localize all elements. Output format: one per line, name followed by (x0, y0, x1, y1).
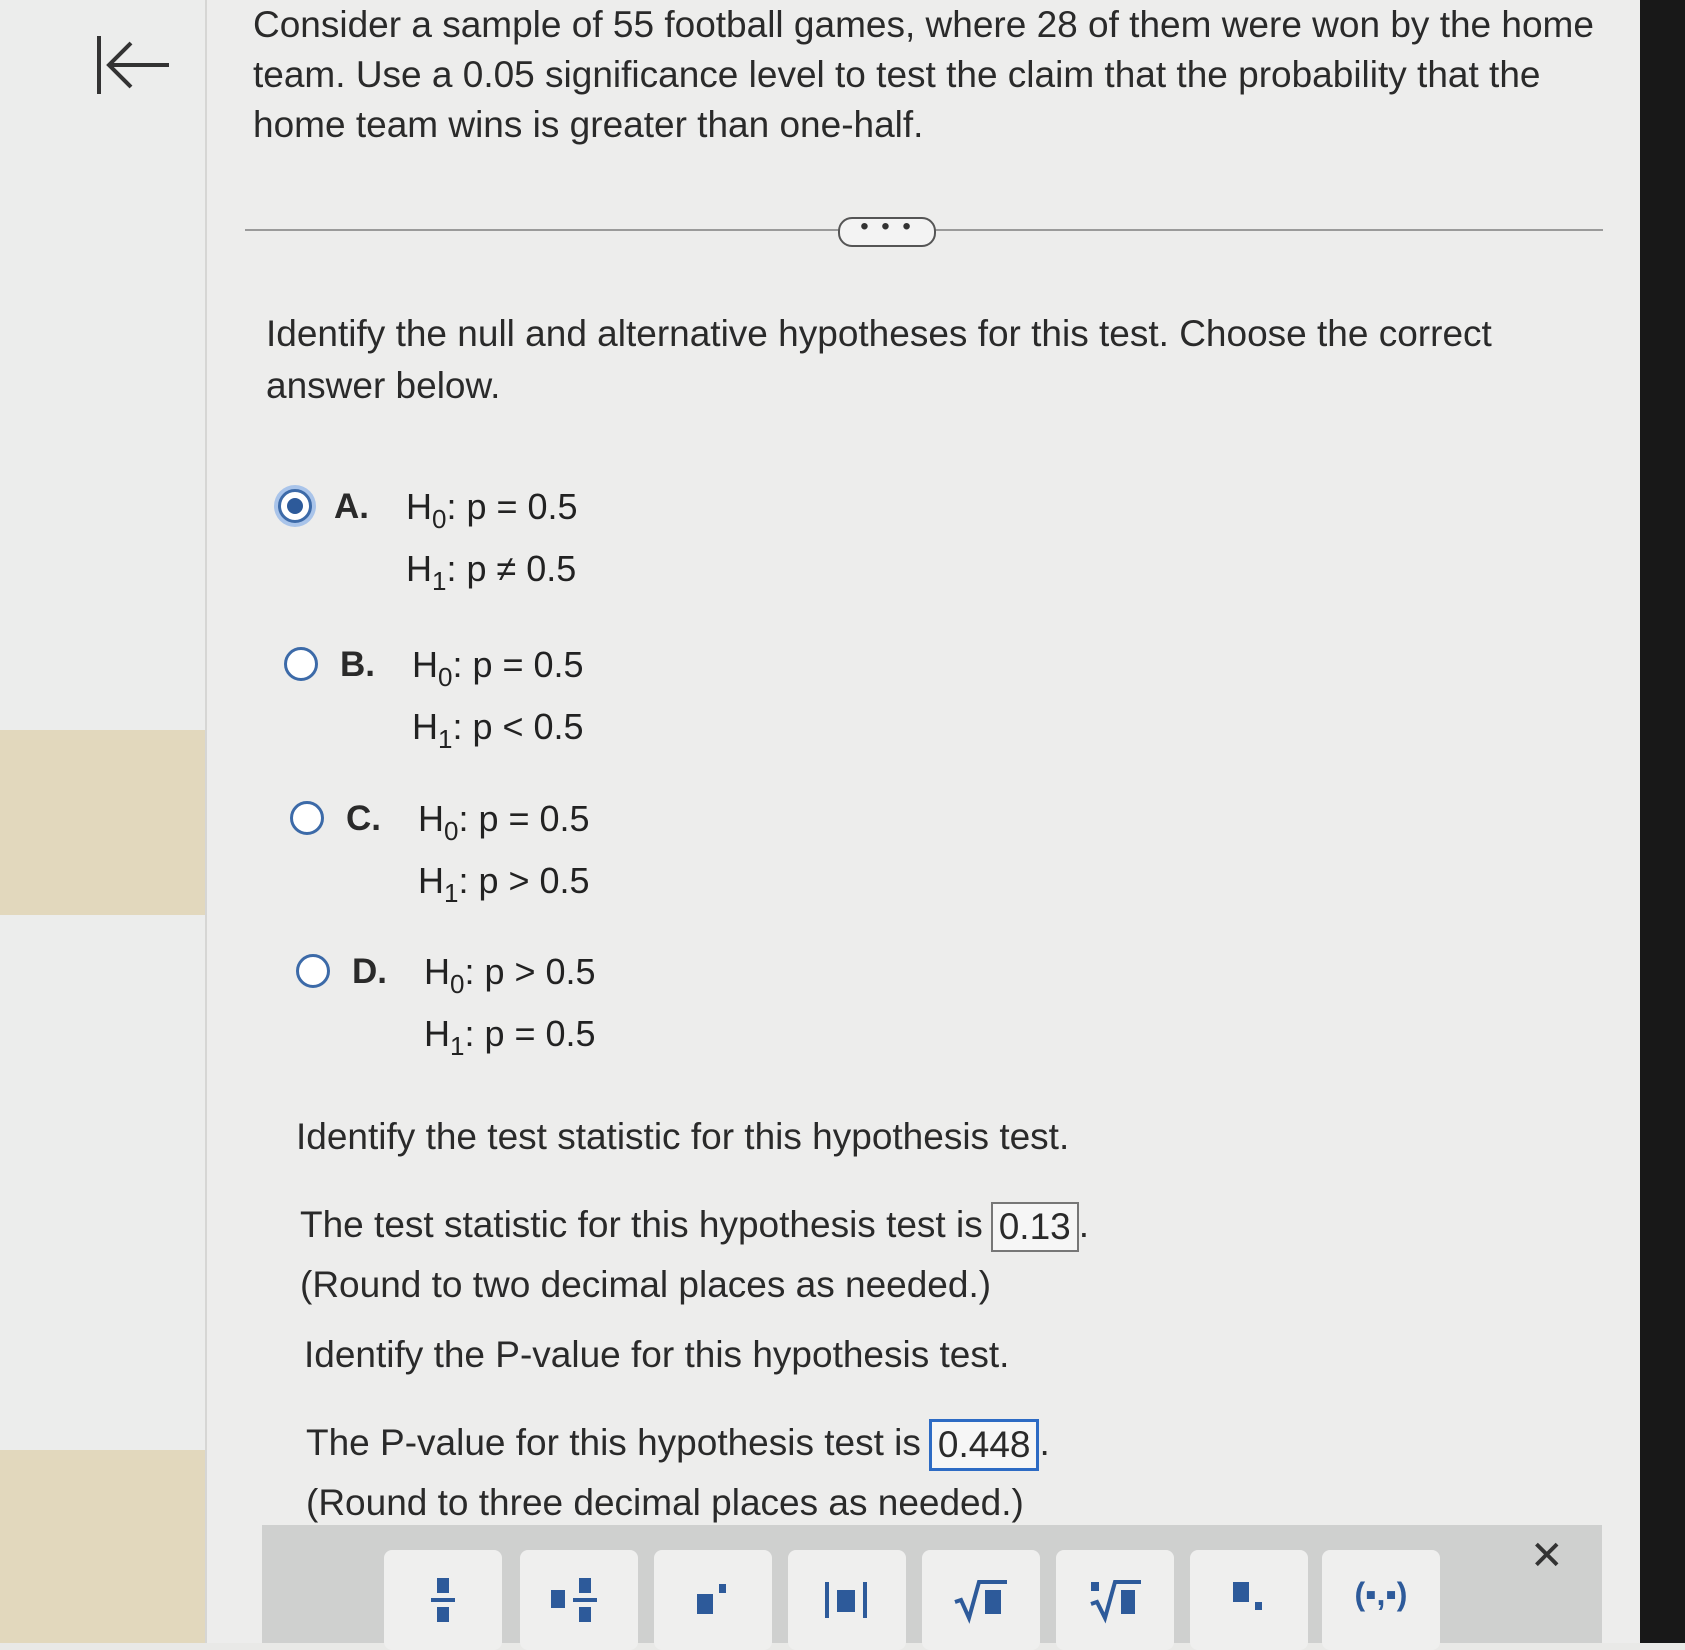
square-root-icon (951, 1576, 1011, 1626)
fraction-icon (413, 1576, 473, 1626)
close-toolbar-button[interactable]: ✕ (1530, 1534, 1564, 1578)
option-a-letter: A. (334, 487, 369, 526)
fraction-tool[interactable] (384, 1550, 502, 1650)
square-root-tool[interactable] (922, 1550, 1040, 1650)
mixed-number-icon (549, 1576, 609, 1626)
p-value-suffix: . (1039, 1422, 1050, 1463)
absolute-value-tool[interactable] (788, 1550, 906, 1650)
problem-statement: Consider a sample of 55 football games, where 28 of them were won by the home team. Use a 0.05 significance level to test the claim that the probability that the home team wins is greater than one-half. (253, 4, 1594, 145)
absolute-value-icon (817, 1576, 877, 1626)
show-more-button[interactable]: • • • (838, 217, 936, 247)
test-statistic-suffix: . (1078, 1204, 1090, 1245)
option-c-radio[interactable] (290, 801, 324, 835)
test-statistic-sentence (300, 1200, 1089, 1252)
hypothesis-question-line1: Identify the null and alternative hypotheses for this test. Choose the correct (266, 313, 1492, 354)
option-a-alt-hypothesis: $H_1$: p ≠ 0.5 (406, 548, 577, 596)
math-toolbar (262, 1525, 1602, 1643)
p-value-question: Identify the P-value for this hypothesis test. (304, 1334, 1010, 1375)
option-a-radio[interactable] (278, 489, 312, 523)
exponent-icon (683, 1576, 743, 1626)
hypothesis-question-line2: answer below. (266, 365, 501, 406)
p-value-sentence (306, 1418, 1050, 1471)
option-d-letter: D. (352, 952, 387, 991)
option-d-alt-hypothesis: $H_1$: p = 0.5 (424, 1013, 596, 1061)
ordered-pair-tool[interactable] (1322, 1550, 1440, 1650)
screen-edge (1640, 0, 1685, 1643)
test-statistic-input[interactable]: 0.13 (991, 1202, 1079, 1252)
option-d-null-hypothesis: $H_0$: p > 0.5 (424, 951, 596, 999)
rail-highlight (0, 730, 240, 915)
test-statistic-hint: (Round to two decimal places as needed.) (300, 1264, 992, 1305)
mixed-number-tool[interactable] (520, 1550, 638, 1650)
arrow-left-to-bar-icon (95, 30, 175, 100)
option-b-null-hypothesis: $H_0$: p = 0.5 (412, 644, 584, 692)
option-d-radio[interactable] (296, 954, 330, 988)
ordered-pair-icon: (▪,▪) (1354, 1576, 1408, 1612)
exponent-tool[interactable] (654, 1550, 772, 1650)
p-value-input[interactable]: 0.448 (929, 1419, 1040, 1471)
option-b[interactable] (284, 643, 704, 773)
option-c[interactable] (290, 797, 710, 927)
collapse-back-button[interactable] (95, 30, 175, 100)
subscript-icon (1219, 1576, 1279, 1626)
nth-root-icon (1085, 1576, 1145, 1626)
option-a[interactable] (278, 485, 698, 615)
test-statistic-prefix: The test statistic for this hypothesis test is (300, 1204, 983, 1245)
test-statistic-question: Identify the test statistic for this hypothesis test. (296, 1116, 1070, 1157)
p-value-prefix: The P-value for this hypothesis test is (306, 1422, 921, 1463)
subscript-tool[interactable] (1190, 1550, 1308, 1650)
option-d[interactable] (296, 950, 716, 1080)
option-b-alt-hypothesis: $H_1$: p < 0.5 (412, 706, 584, 754)
option-c-alt-hypothesis: $H_1$: p > 0.5 (418, 860, 590, 908)
nth-root-tool[interactable] (1056, 1550, 1174, 1650)
option-b-radio[interactable] (284, 647, 318, 681)
rail-highlight (0, 1450, 240, 1643)
option-a-null-hypothesis: $H_0$: p = 0.5 (406, 486, 578, 534)
option-c-null-hypothesis: $H_0$: p = 0.5 (418, 798, 590, 846)
option-b-letter: B. (340, 645, 375, 684)
p-value-hint: (Round to three decimal places as needed.) (306, 1482, 1024, 1523)
option-c-letter: C. (346, 799, 381, 838)
hypothesis-question (266, 308, 1492, 412)
